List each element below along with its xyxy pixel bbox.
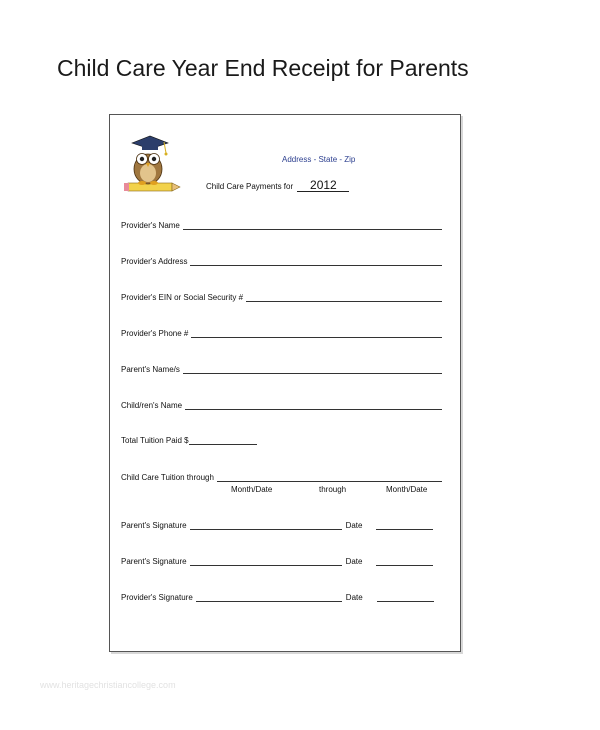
tuition-through-label: Child Care Tuition through xyxy=(121,473,214,482)
providers-ein-field[interactable] xyxy=(121,293,442,302)
parent-signature-line-1[interactable] xyxy=(190,521,342,530)
parent-signature-label-1: Parent's Signature xyxy=(121,521,187,530)
provider-signature-label: Provider's Signature xyxy=(121,593,193,602)
watermark: www.heritagechristiancollege.com xyxy=(40,680,176,690)
provider-signature-date-label: Date xyxy=(345,593,363,602)
total-tuition-field[interactable] xyxy=(121,436,257,445)
tuition-to-sublabel: Month/Date xyxy=(386,485,428,494)
provider-signature-row[interactable] xyxy=(121,593,434,602)
childrens-name-field[interactable] xyxy=(121,401,442,410)
address-line: Address - State - Zip xyxy=(282,155,356,164)
payments-year-field[interactable]: 2012 xyxy=(297,179,349,192)
provider-signature-line[interactable] xyxy=(196,593,342,602)
childrens-name-label: Child/ren's Name xyxy=(121,401,183,410)
childrens-name-line[interactable] xyxy=(185,401,442,410)
parent-signature-line-2[interactable] xyxy=(190,557,342,566)
parent-signature-row-2[interactable] xyxy=(121,557,433,566)
tuition-from-sublabel: Month/Date xyxy=(231,485,273,494)
providers-ein-line[interactable] xyxy=(246,293,442,302)
parent-signature-label-2: Parent's Signature xyxy=(121,557,187,566)
owl-graduate-icon xyxy=(122,123,182,203)
providers-name-label: Provider's Name xyxy=(121,221,180,230)
providers-phone-line[interactable] xyxy=(191,329,442,338)
parents-name-field[interactable] xyxy=(121,365,442,374)
payments-year-row xyxy=(206,179,349,192)
parent-signature-date-line-1[interactable] xyxy=(376,521,433,530)
parent-signature-date-label-1: Date xyxy=(345,521,363,530)
parents-name-line[interactable] xyxy=(183,365,442,374)
providers-address-line[interactable] xyxy=(190,257,442,266)
providers-address-field[interactable] xyxy=(121,257,442,266)
tuition-through-line[interactable] xyxy=(217,473,442,482)
page-title: Child Care Year End Receipt for Parents xyxy=(57,55,469,81)
providers-phone-field[interactable] xyxy=(121,329,442,338)
parent-signature-row-1[interactable] xyxy=(121,521,433,530)
providers-address-label: Provider's Address xyxy=(121,257,188,266)
parents-name-label: Parent's Name/s xyxy=(121,365,180,374)
tuition-through-sublabel: through xyxy=(319,485,347,494)
receipt-form xyxy=(109,114,461,652)
providers-phone-label: Provider's Phone # xyxy=(121,329,189,338)
parent-signature-date-line-2[interactable] xyxy=(376,557,433,566)
providers-name-line[interactable] xyxy=(183,221,442,230)
payments-label: Child Care Payments for xyxy=(206,182,294,191)
parent-signature-date-label-2: Date xyxy=(345,557,363,566)
providers-ein-label: Provider's EIN or Social Security # xyxy=(121,293,244,302)
provider-signature-date-line[interactable] xyxy=(377,593,434,602)
total-tuition-label: Total Tuition Paid $ xyxy=(121,436,189,445)
total-tuition-line[interactable] xyxy=(189,436,257,445)
providers-name-field[interactable] xyxy=(121,221,442,230)
tuition-through-field[interactable] xyxy=(121,473,442,482)
